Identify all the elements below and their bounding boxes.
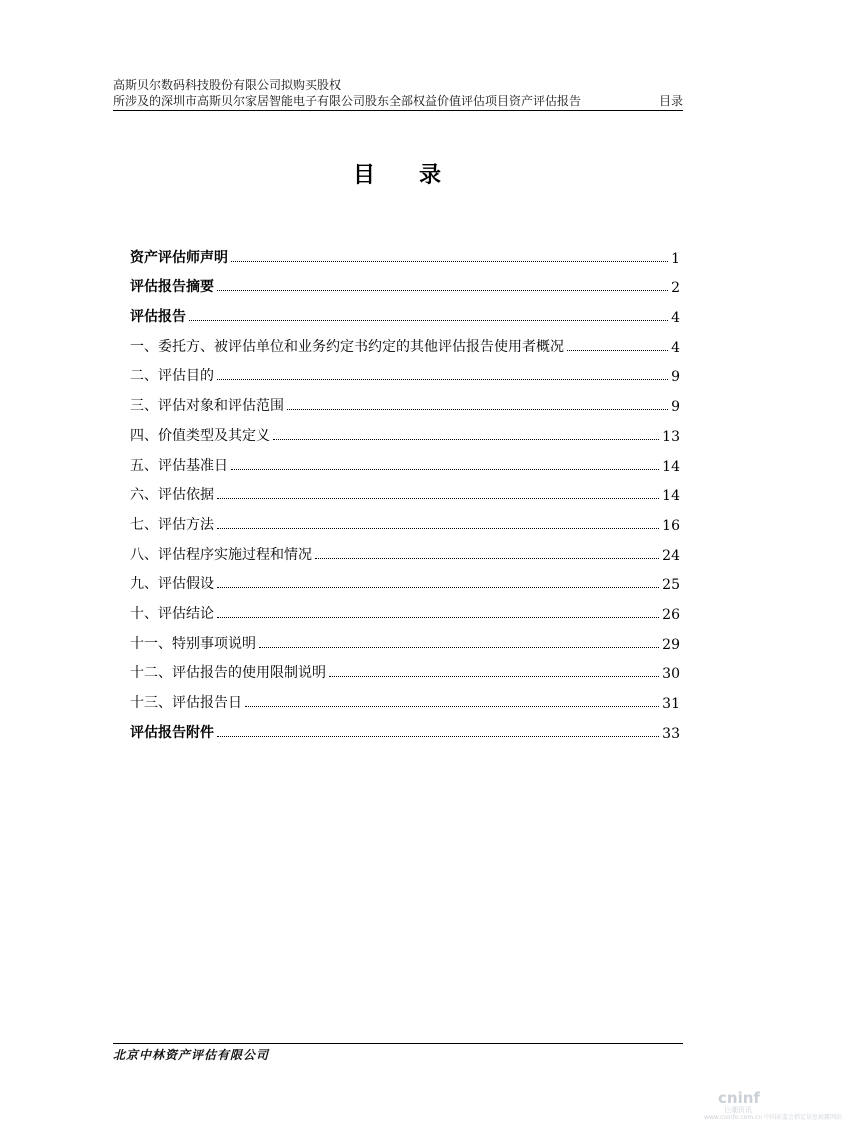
toc-entry-label: 九、评估假设	[130, 576, 214, 593]
toc-entry-label: 十、评估结论	[130, 605, 214, 622]
toc-entry-page: 16	[662, 517, 680, 534]
toc-entry-label: 三、评估对象和评估范围	[130, 398, 284, 415]
toc-entry[interactable]	[130, 564, 680, 594]
toc-entry-page: 26	[662, 606, 680, 623]
watermark-url: www.cninfo.com.cn 中国证监会指定信息披露网站	[704, 1114, 842, 1121]
toc-entry[interactable]	[130, 237, 680, 267]
toc-leader-dots	[273, 438, 659, 440]
table-of-contents	[130, 237, 680, 742]
toc-entry[interactable]	[130, 385, 680, 415]
toc-entry-label: 二、评估目的	[130, 368, 214, 385]
toc-leader-dots	[231, 468, 659, 470]
toc-entry-page: 2	[671, 280, 680, 297]
toc-leader-dots	[189, 319, 668, 321]
toc-leader-dots	[217, 735, 659, 737]
toc-entry-label: 十一、特别事项说明	[130, 635, 256, 652]
toc-entry-page: 14	[662, 488, 680, 505]
header-title-line2: 所涉及的深圳市高斯贝尔家居智能电子有限公司股东全部权益价值评估项目资产评估报告	[113, 94, 582, 108]
toc-entry[interactable]	[130, 593, 680, 623]
watermark-logo: cninf	[718, 1089, 760, 1107]
toc-leader-dots	[315, 557, 659, 559]
toc-entry-label: 评估报告	[130, 309, 186, 326]
toc-entry[interactable]	[130, 326, 680, 356]
toc-entry-page: 9	[671, 399, 680, 416]
toc-entry-label: 四、价值类型及其定义	[130, 427, 270, 444]
toc-leader-dots	[259, 646, 659, 648]
toc-entry-page: 29	[662, 636, 680, 653]
footer-divider	[113, 1043, 683, 1044]
toc-entry-page: 4	[671, 310, 680, 327]
toc-leader-dots	[245, 705, 659, 707]
header-line-1	[113, 77, 683, 93]
toc-leader-dots	[329, 675, 659, 677]
title-char-2: 录	[419, 162, 442, 188]
toc-entry-page: 33	[662, 725, 680, 742]
toc-entry[interactable]	[130, 296, 680, 326]
toc-leader-dots	[217, 378, 668, 380]
toc-entry[interactable]	[130, 415, 680, 445]
toc-leader-dots	[217, 497, 659, 499]
watermark-sub: 巨潮资讯	[724, 1106, 752, 1114]
toc-entry[interactable]	[130, 653, 680, 683]
title-char-1: 目	[352, 162, 375, 188]
toc-entry-label: 评估报告附件	[130, 724, 214, 741]
toc-entry[interactable]	[130, 534, 680, 564]
toc-entry[interactable]	[130, 445, 680, 475]
cninfo-watermark	[700, 1089, 842, 1121]
toc-entry-page: 1	[671, 250, 680, 267]
toc-entry-label: 十二、评估报告的使用限制说明	[130, 665, 326, 682]
toc-leader-dots	[217, 616, 659, 618]
toc-entry[interactable]	[130, 712, 680, 742]
toc-entry-page: 14	[662, 458, 680, 475]
toc-leader-dots	[567, 349, 668, 351]
toc-entry-label: 八、评估程序实施过程和情况	[130, 546, 312, 563]
toc-leader-dots	[231, 260, 668, 262]
page-header	[113, 77, 683, 109]
toc-entry-page: 31	[662, 696, 680, 712]
toc-leader-dots	[217, 527, 659, 529]
toc-entry[interactable]	[130, 623, 680, 653]
toc-entry[interactable]	[130, 504, 680, 534]
header-line-2	[113, 93, 683, 109]
toc-entry-page: 9	[671, 369, 680, 386]
toc-entry-label: 资产评估师声明	[130, 249, 228, 266]
toc-entry[interactable]	[130, 475, 680, 505]
header-divider	[113, 110, 683, 111]
page-title	[0, 158, 794, 189]
toc-leader-dots	[217, 289, 668, 291]
header-title-line1: 高斯贝尔数码科技股份有限公司拟购买股权	[113, 78, 342, 92]
toc-entry[interactable]	[130, 267, 680, 297]
toc-entry-label: 十三、评估报告日	[130, 695, 242, 711]
toc-entry-page: 4	[671, 339, 680, 356]
toc-entry[interactable]	[130, 356, 680, 386]
toc-entry[interactable]	[130, 682, 680, 712]
toc-entry-page: 30	[662, 666, 680, 683]
toc-leader-dots	[287, 408, 668, 410]
toc-entry-page: 13	[662, 428, 680, 445]
toc-entry-label: 评估报告摘要	[130, 279, 214, 296]
footer-company: 北京中林资产评估有限公司	[113, 1048, 270, 1062]
toc-entry-label: 七、评估方法	[130, 516, 214, 533]
toc-entry-page: 24	[662, 547, 680, 564]
header-section: 目录	[658, 94, 683, 108]
toc-entry-label: 六、评估依据	[130, 487, 214, 504]
toc-entry-label: 一、委托方、被评估单位和业务约定书约定的其他评估报告使用者概况	[130, 338, 564, 355]
toc-entry-label: 五、评估基准日	[130, 457, 228, 474]
toc-leader-dots	[217, 586, 659, 588]
toc-entry-page: 25	[662, 577, 680, 594]
